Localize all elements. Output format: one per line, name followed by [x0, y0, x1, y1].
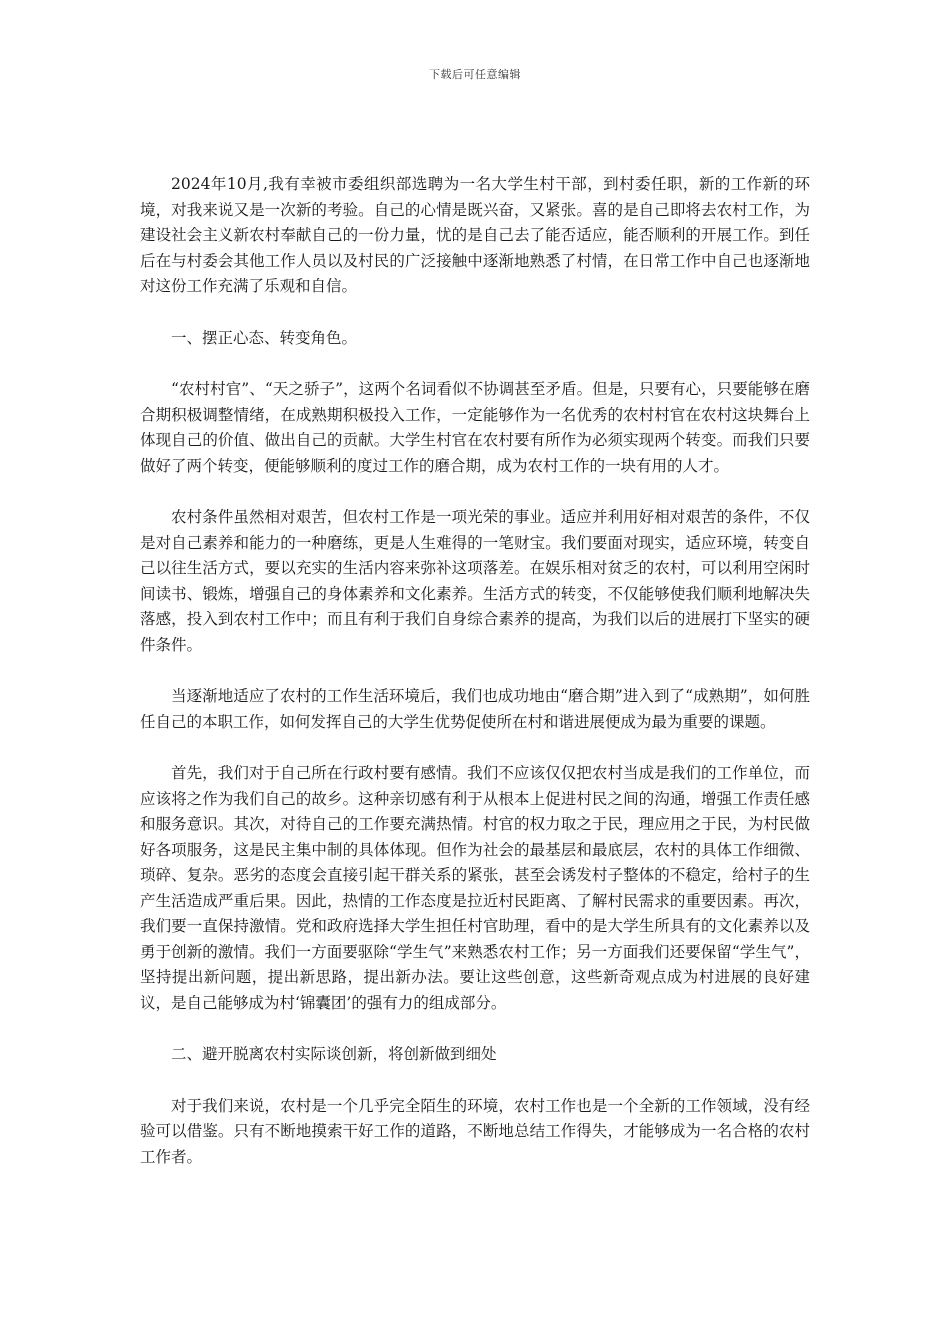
- paragraph-two-transformations: “农村村官”、“天之骄子”，这两个名词看似不协调甚至矛盾。但是，只要有心，只要能够在磨合期积极调整情绪，在成熟期积极投入工作，一定能够作为一名优秀的农村村官在农村这块舞台上体现自己的价值、做出自己的贡献。大学生村官在农村要有所作为必须实现两个转变。而我们只要做好了两个转变，便能够顺利的度过工作的磨合期，成为农村工作的一块有用的人才。: [140, 380, 810, 475]
- paragraph-living-conditions: 农村条件虽然相对艰苦，但农村工作是一项光荣的事业。适应并利用好相对艰苦的条件，不仅是对自己素养和能力的一种磨练，更是人生难得的一笔财宝。我们要面对现实，适应环境，转变自己以往生活方式，要以充实的生活内容来弥补这项落差。在娱乐相对贫乏的农村，可以利用空闲时间读书、锻炼，增强自己的身体素养和文化素养。生活方式的转变，不仅能够使我们顺利地解决失落感，投入到农村工作中；而且有利于我们自身综合素养的提高，为我们以后的进展打下坚实的硬件条件。: [140, 508, 810, 654]
- header-note: 下载后可任意编辑: [429, 68, 521, 81]
- section-heading-2: 二、避开脱离农村实际谈创新，将创新做到细处: [171, 1045, 497, 1063]
- document-body: [140, 172, 810, 1196]
- paragraph-mature-period: 当逐渐地适应了农村的工作生活环境后，我们也成功地由“磨合期”进入到了“成熟期”，如何胜任自己的本职工作，如何发挥自己的大学生优势促使所在村和谐进展便成为最为重要的课题。: [140, 687, 810, 731]
- paragraph-attitude: 首先，我们对于自己所在行政村要有感情。我们不应该仅仅把农村当成是我们的工作单位，而应该将之作为我们自己的故乡。这种亲切感有利于从根本上促进村民之间的沟通，增强工作责任感和服务意识。其次，对待自己的工作要充满热情。村官的权力取之于民，理应用之于民，为村民做好各项服务，这是民主集中制的具体体现。但作为社会的最基层和最底层，农村的具体工作细微、琐碎、复杂。恶劣的态度会直接引起干群关系的紧张，甚至会诱发村子整体的不稳定，给村子的生产生活造成严重后果。因此，热情的工作态度是拉近村民距离、了解村民需求的重要因素。再次，我们要一直保持激情。党和政府选择大学生担任村官助理，看中的是大学生所具有的文化素养以及勇于创新的激情。我们一方面要驱除“学生气”来熟悉农村工作；另一方面我们还要保留“学生气”，坚持提出新问题，提出新思路，提出新办法。要让这些创意，这些新奇观点成为村进展的良好建议，是自己能够成为村‘锦囊团’的强有力的组成部分。: [140, 764, 810, 1012]
- paragraph-intro: 2024年10月,我有幸被市委组织部选聘为一名大学生村干部，到村委任职，新的工作新的环境，对我来说又是一次新的考验。自己的心情是既兴奋，又紧张。喜的是自己即将去农村工作，为建设社会主义新农村奉献自己的一份力量，忧的是自己去了能否适应，能否顺利的开展工作。到任后在与村委会其他工作人员以及村民的广泛接触中逐渐地熟悉了村情，在日常工作中自己也逐渐地对这份工作充满了乐观和自信。: [140, 175, 810, 295]
- paragraph-new-environment: 对于我们来说，农村是一个几乎完全陌生的环境，农村工作也是一个全新的工作领域，没有经验可以借鉴。只有不断地摸索干好工作的道路，不断地总结工作得失，才能够成为一名合格的农村工作者。: [140, 1096, 810, 1166]
- section-heading-1: 一、摆正心态、转变角色。: [171, 328, 358, 347]
